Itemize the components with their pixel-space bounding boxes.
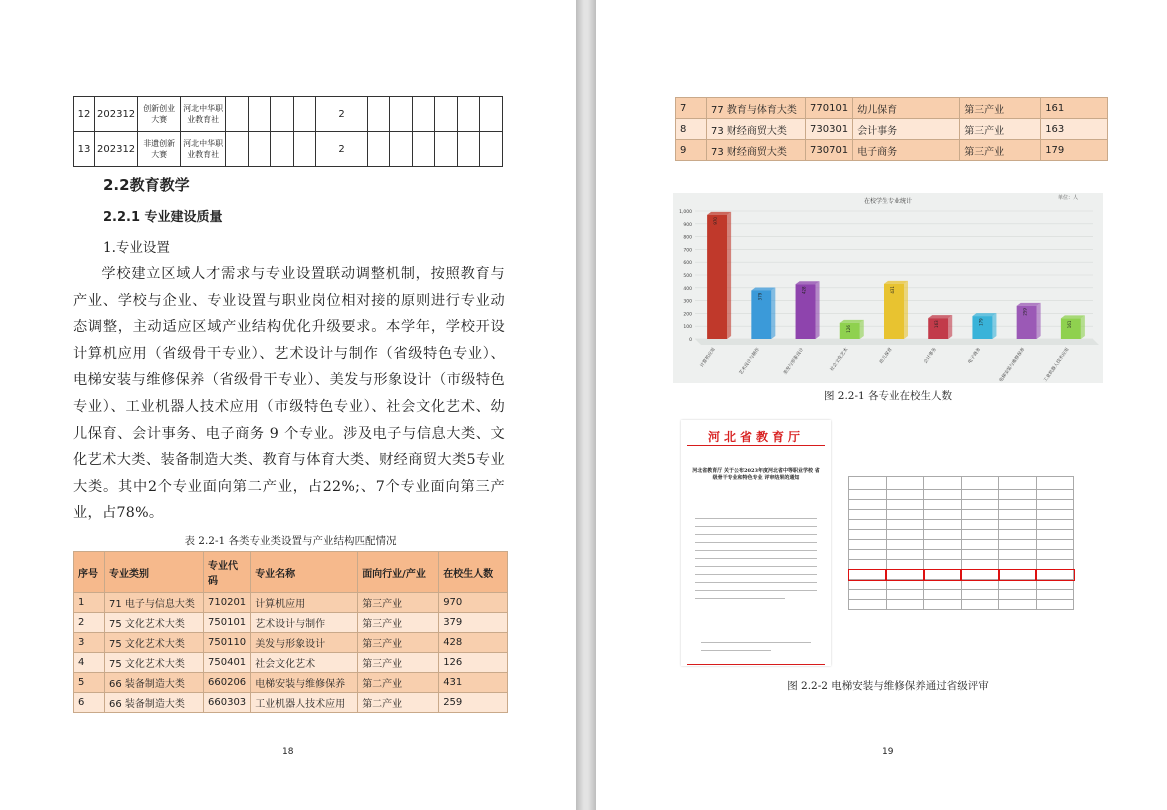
bar-side <box>1037 303 1041 339</box>
y-tick-label: 400 <box>683 286 692 292</box>
y-tick-label: 600 <box>683 261 692 267</box>
bar-value-label: 970 <box>713 217 719 225</box>
section-heading: 2.2教育教学 <box>103 176 190 194</box>
item-heading: 1.专业设置 <box>103 240 170 256</box>
y-tick-label: 300 <box>683 299 692 305</box>
x-tick-label: 幼儿保育 <box>879 347 894 365</box>
bar-top <box>1017 303 1041 306</box>
bar-value-label: 259 <box>1022 308 1028 316</box>
bar <box>707 215 727 339</box>
x-tick-label: 会计事务 <box>923 347 938 365</box>
bar-value-label: 431 <box>890 286 895 294</box>
body-paragraph: 学校建立区域人才需求与专业设置联动调整机制，按照教育与产业、学校与企业、专业设置与职业岗位相对接的原则进行专业动态调整，主动适应区域产业结构优化升级要求。本学年，学校开设计算机应用（省级骨干专业）、艺术设计与制作（省级特色专业）、电梯安装与维修保养（省级骨干专业）、美发与形象设计（市级特色专业）、工业机器人技术应用（市级特色专业）、社会文化艺术、幼儿保育、会计事务、电子商务 9 个专业。涉及电子与信息大类、文化艺术大类、装备制造大类、教育与体育大类、财经商贸大类5专业大类。其中2个专业面向第二产业，占22%;、7个专业面向第三产业，占78%。 <box>73 266 505 522</box>
x-tick-label: 电梯安装与维修保养 <box>998 347 1027 383</box>
x-tick-label: 社会文化艺术 <box>829 347 850 373</box>
bar-chart <box>673 193 1103 383</box>
bar-side <box>860 320 864 339</box>
bar-top <box>1061 315 1085 318</box>
bar-side <box>816 281 820 339</box>
bar-side <box>771 287 775 339</box>
y-tick-label: 900 <box>683 222 692 228</box>
bar-value-label: 179 <box>978 318 984 326</box>
chart-title: 在校学生专业统计 <box>863 198 913 205</box>
y-tick-label: 800 <box>683 235 692 241</box>
table-caption: 表 2.2-1 各类专业类设置与产业结构匹配情况 <box>184 535 397 547</box>
bar-top <box>928 315 952 318</box>
bar-top <box>707 212 731 215</box>
chart-floor <box>695 339 1099 345</box>
x-tick-label: 工业机器人技术应用 <box>1043 347 1071 383</box>
bar-side <box>727 212 731 339</box>
y-tick-label: 700 <box>683 248 692 254</box>
x-tick-label: 艺术设计与制作 <box>738 347 761 376</box>
y-tick-label: 200 <box>683 312 692 318</box>
bar-top <box>972 313 996 316</box>
page-number: 18 <box>282 747 294 757</box>
figure-caption-2: 图 2.2-2 电梯安装与维修保养通过省级评审 <box>787 680 989 692</box>
bar-value-label: 126 <box>845 325 851 333</box>
page-18 <box>0 0 576 810</box>
x-tick-label: 电子商务 <box>967 347 983 365</box>
table-row: 8 73 财经商贸大类 730301 会计事务 第三产业 163 <box>676 119 1108 140</box>
document-heading: 河北省教育厅 关于公布2023年度河北省中等职业学校 省级骨干专业和特色专业 评审结果的通知 <box>692 468 820 481</box>
bar-side <box>904 281 908 339</box>
table-row: 3 75 文化艺术大类 750110 美发与形象设计 第三产业 428 <box>74 633 508 653</box>
table-row: 13 202312 非遗创新大赛 河北中华职业教育社 2 <box>74 132 503 167</box>
red-divider <box>687 445 825 446</box>
major-table <box>73 551 508 713</box>
table-header-row: 序号 专业类别 专业代码 专业名称 面向行业/产业 在校生人数 <box>74 552 508 593</box>
student-count-chart <box>673 193 1103 383</box>
y-tick-label: 1,000 <box>679 210 692 215</box>
page-19 <box>596 0 1167 810</box>
table-row: 1 71 电子与信息大类 710201 计算机应用 第三产业 970 <box>74 593 508 613</box>
page-number: 19 <box>882 747 894 757</box>
y-tick-label: 100 <box>683 325 692 331</box>
x-tick-label: 计算机应用 <box>699 347 717 369</box>
bar-value-label: 161 <box>1066 320 1072 329</box>
table-row: 12 202312 创新创业大赛 河北中华职业教育社 2 <box>74 97 503 132</box>
page-gutter <box>576 0 596 810</box>
notice-document-image <box>681 420 831 666</box>
major-table-continued <box>675 97 1108 161</box>
x-tick-label: 美发与形象设计 <box>783 347 806 376</box>
awards-table <box>73 96 503 167</box>
subsection-heading: 2.2.1 专业建设质量 <box>103 210 223 225</box>
table-row: 5 66 装备制造大类 660206 电梯安装与维修保养 第二产业 431 <box>74 673 508 693</box>
table-row: 9 73 财经商贸大类 730701 电子商务 第三产业 179 <box>676 140 1108 161</box>
bar-side <box>992 313 996 339</box>
bar-value-label: 428 <box>801 286 807 295</box>
table-row: 2 75 文化艺术大类 750101 艺术设计与制作 第三产业 379 <box>74 613 508 633</box>
document-title: 河北省教育厅 <box>707 430 804 444</box>
review-result-list-image <box>848 476 1074 626</box>
y-tick-label: 500 <box>683 274 692 279</box>
y-tick-label: 0 <box>689 338 692 343</box>
bar-top <box>796 281 820 284</box>
bar-top <box>884 281 908 284</box>
chart-unit: 单位：人 <box>1057 195 1078 201</box>
bar-value-label: 163 <box>934 320 940 328</box>
table-row: 7 77 教育与体育大类 770101 幼儿保育 第三产业 161 <box>676 98 1108 119</box>
bar-value-label: 379 <box>757 292 763 301</box>
bar-top <box>751 287 775 290</box>
table-row: 4 75 文化艺术大类 750401 社会文化艺术 第三产业 126 <box>74 653 508 673</box>
bar-side <box>948 315 952 339</box>
table-row: 6 66 装备制造大类 660303 工业机器人技术应用 第二产业 259 <box>74 693 508 713</box>
figure-caption: 图 2.2-1 各专业在校生人数 <box>823 390 953 402</box>
bar-side <box>1081 315 1085 339</box>
bar-top <box>840 320 864 323</box>
